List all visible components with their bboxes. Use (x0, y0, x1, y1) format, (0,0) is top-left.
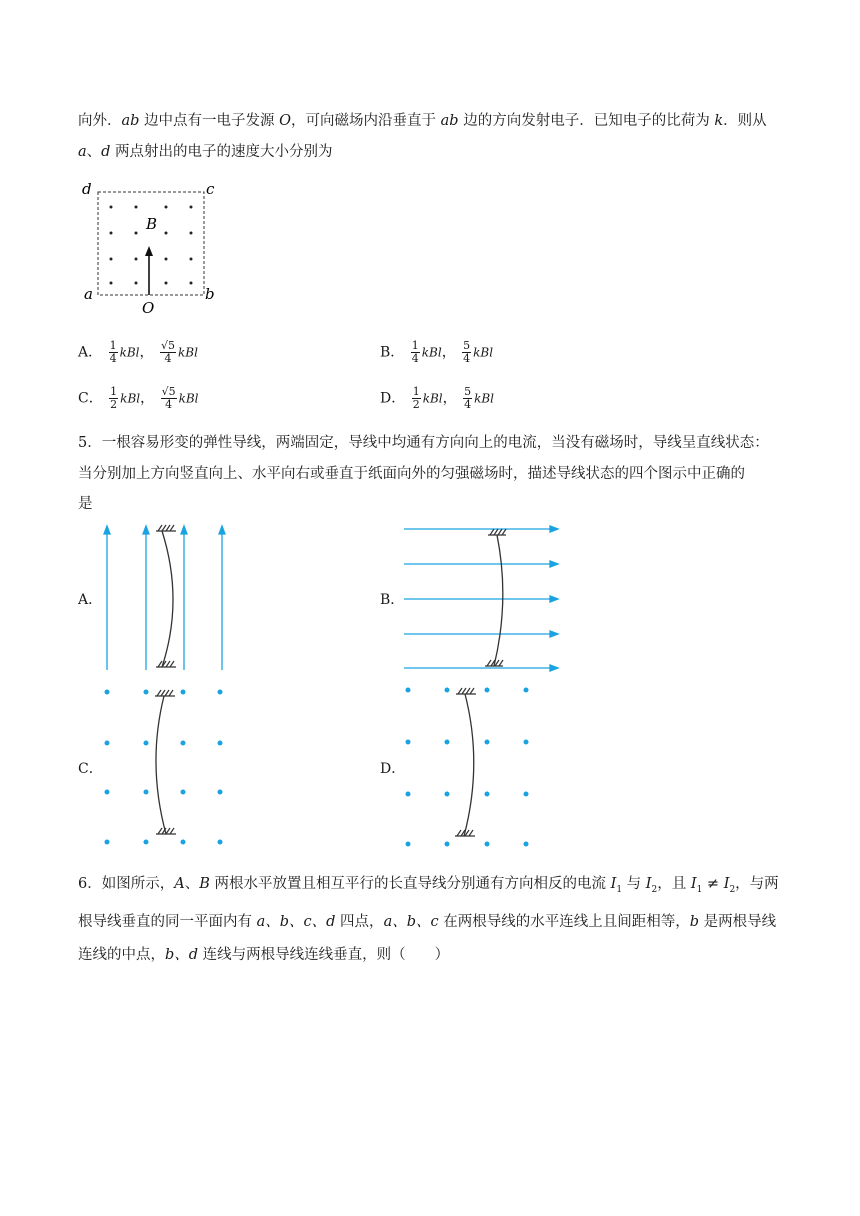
q4-text-line-1: 向外．ab 边中点有一电子发源 O，可向磁场内沿垂直于 ab 边的方向发射电子．已知电子的比荷为 k．则从 (78, 113, 767, 129)
q5-text-line-2: 当分别加上方向竖直向上、水平向右或垂直于纸面向外的匀强磁场时，描述导线状态的四个图示中正确的 (78, 466, 745, 482)
q5-option-d-label[interactable]: D． (380, 761, 406, 777)
fraction: $\frac{√5}{4}$ (160, 339, 175, 365)
q5-text-line-3: 是 (78, 496, 93, 512)
q5-option-d-figure (400, 682, 535, 852)
wire (464, 694, 474, 836)
field-boundary (98, 192, 204, 295)
label-B: B (146, 215, 158, 233)
fraction: $\frac{5}{4}$ (464, 385, 472, 411)
q5-option-a-figure (100, 522, 230, 672)
q5-text-line-1: 5．一根容易形变的弹性导线，两端固定，导线中均通有方向向上的电流，当没有磁场时，导线呈直线状态： (78, 435, 769, 451)
wire (494, 535, 503, 666)
wire (162, 531, 173, 667)
q6-text-line-1: 6．如图所示，A、B 两根水平放置且相互平行的长直导线分别通有方向相反的电流 $I_1$ 与 $I_2$，且 $I_1 \ne I_2$，与两 (78, 876, 779, 895)
q4-option-c[interactable]: C． $\frac{1}{2}$ kBl， $\frac{√5}{4}$ kBl (78, 385, 199, 411)
fraction: $\frac{5}{4}$ (463, 339, 471, 365)
wire (156, 696, 166, 834)
q5-option-a-label[interactable]: A． (78, 592, 103, 608)
label-c: c (206, 180, 215, 198)
fraction: $\frac{1}{4}$ (109, 339, 117, 365)
q5-option-c-figure (100, 684, 230, 849)
q5-option-b-label[interactable]: B． (380, 592, 405, 608)
label-O: O (142, 299, 155, 316)
label-d: d (82, 180, 92, 198)
q5-option-b-figure (400, 520, 565, 675)
fraction: $\frac{1}{2}$ (110, 385, 118, 411)
label-a: a (84, 285, 93, 303)
q4-text-line-2: a、d 两点射出的电子的速度大小分别为 (78, 144, 333, 160)
velocity-arrow-head (145, 246, 153, 256)
q4-option-b[interactable]: B． $\frac{1}{4}$ kBl， $\frac{5}{4}$ kBl (380, 339, 494, 365)
fraction: $\frac{1}{2}$ (412, 385, 420, 411)
label-b: b (205, 285, 215, 303)
q6-text-line-3: 连线的中点，b、d 连线与两根导线连线垂直，则（ ） (78, 947, 450, 963)
fraction: $\frac{√5}{4}$ (161, 385, 176, 411)
q6-text-line-2: 根导线垂直的同一平面内有 a、b、c、d 四点，a、b、c 在两根导线的水平连线上且间距相等，b 是两根导线 (78, 914, 777, 930)
fraction: $\frac{1}{4}$ (411, 339, 419, 365)
q4-magnetic-field-figure (78, 180, 228, 316)
q4-option-a[interactable]: A． $\frac{1}{4}$ kBl， $\frac{√5}{4}$ kBl (78, 339, 198, 365)
q4-option-d[interactable]: D． $\frac{1}{2}$ kBl， $\frac{5}{4}$ kBl (380, 385, 495, 411)
q5-option-c-label[interactable]: C． (78, 761, 103, 777)
